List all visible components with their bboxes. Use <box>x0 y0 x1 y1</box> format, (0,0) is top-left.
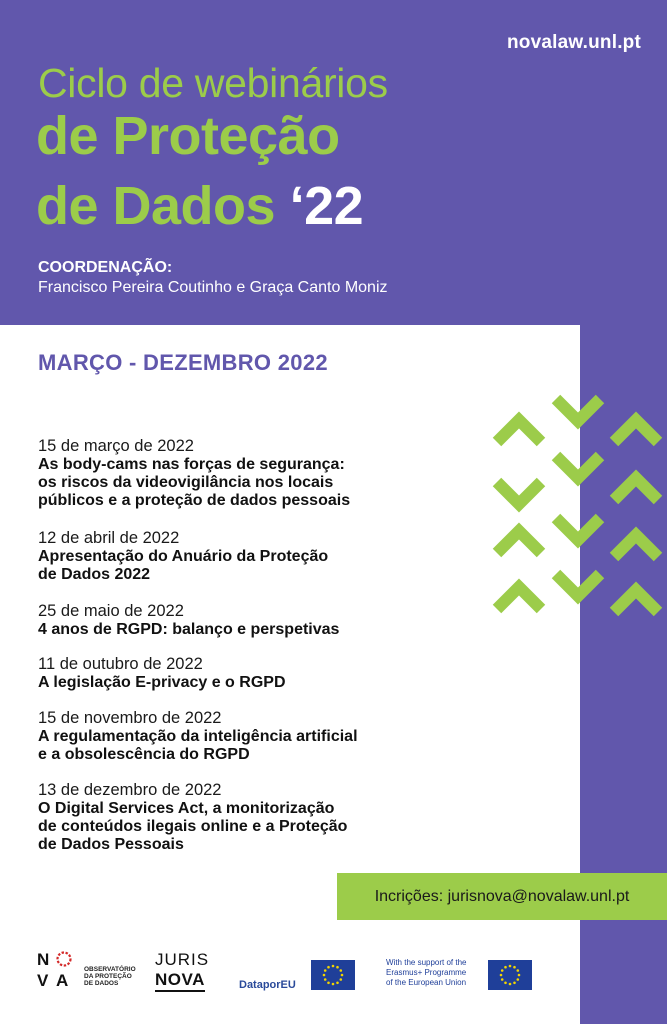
header-url[interactable]: novalaw.unl.pt <box>506 32 641 53</box>
chevron-up-icon <box>614 590 658 612</box>
event-item <box>38 529 458 584</box>
event-date: 11 de outubro de 2022 <box>38 655 203 673</box>
event-topic: 4 anos de RGPD: balanço e perspetivas <box>38 621 340 638</box>
event-date: 12 de abril de 2022 <box>38 529 180 547</box>
event-date: 25 de maio de 2022 <box>38 602 184 620</box>
event-item <box>38 655 458 692</box>
event-item <box>38 437 458 510</box>
event-item <box>38 709 458 764</box>
event-date: 15 de novembro de 2022 <box>38 709 222 727</box>
dataporeu-logo: DataporEU <box>239 979 296 991</box>
title-line-3-text: de Dados <box>36 176 276 236</box>
event-topic: O Digital Services Act, a monitorização de conteúdos ilegais online e a Proteção de Dados Pessoais <box>38 800 348 853</box>
svg-text:N: N <box>37 950 50 969</box>
coordination-names: Francisco Pereira Coutinho e Graça Canto Moniz <box>38 279 388 296</box>
coordination-label: COORDENAÇÃO: <box>38 259 173 276</box>
event-topic: A legislação E-privacy e o RGPD <box>38 674 286 691</box>
chevron-up-icon <box>614 478 658 500</box>
event-topic: Apresentação do Anuário da Proteção de Dados 2022 <box>38 548 329 583</box>
event-topic: As body-cams nas forças de segurança: os riscos da videovigilância nos locais públicos e a proteção de dados pessoais <box>38 456 351 509</box>
event-date: 15 de março de 2022 <box>38 437 194 455</box>
svg-text:A: A <box>56 971 69 989</box>
event-item <box>38 781 458 854</box>
title-line-2: de Proteção <box>36 106 340 166</box>
contact-banner[interactable]: Incrições: jurisnova@novalaw.unl.pt <box>337 873 667 920</box>
event-date: 13 de dezembro de 2022 <box>38 781 222 799</box>
chevron-up-icon <box>614 535 658 557</box>
juris-logo-bottom: NOVA <box>155 970 205 992</box>
eu-flag-icon <box>488 960 532 990</box>
erasmus-support-text: With the support of the Erasmus+ Programme of the European Union <box>386 958 467 987</box>
title-line-1: Ciclo de webinários <box>38 60 388 106</box>
nova-logo-icon <box>36 947 78 989</box>
chevron-up-icon <box>614 420 658 442</box>
title-year: ‘22 <box>289 176 364 236</box>
svg-text:V: V <box>37 971 49 989</box>
event-topic: A regulamentação da inteligência artificial e a obsolescência do RGPD <box>38 728 358 763</box>
period-heading: MARÇO - DEZEMBRO 2022 <box>38 350 328 375</box>
juris-logo-top: JURIS <box>155 950 210 969</box>
event-item <box>38 602 458 639</box>
title-line-3 <box>36 176 363 236</box>
observatory-label: OBSERVATÓRIO DA PROTEÇÃO DE DADOS <box>84 966 136 987</box>
eu-flag-icon <box>311 960 355 990</box>
